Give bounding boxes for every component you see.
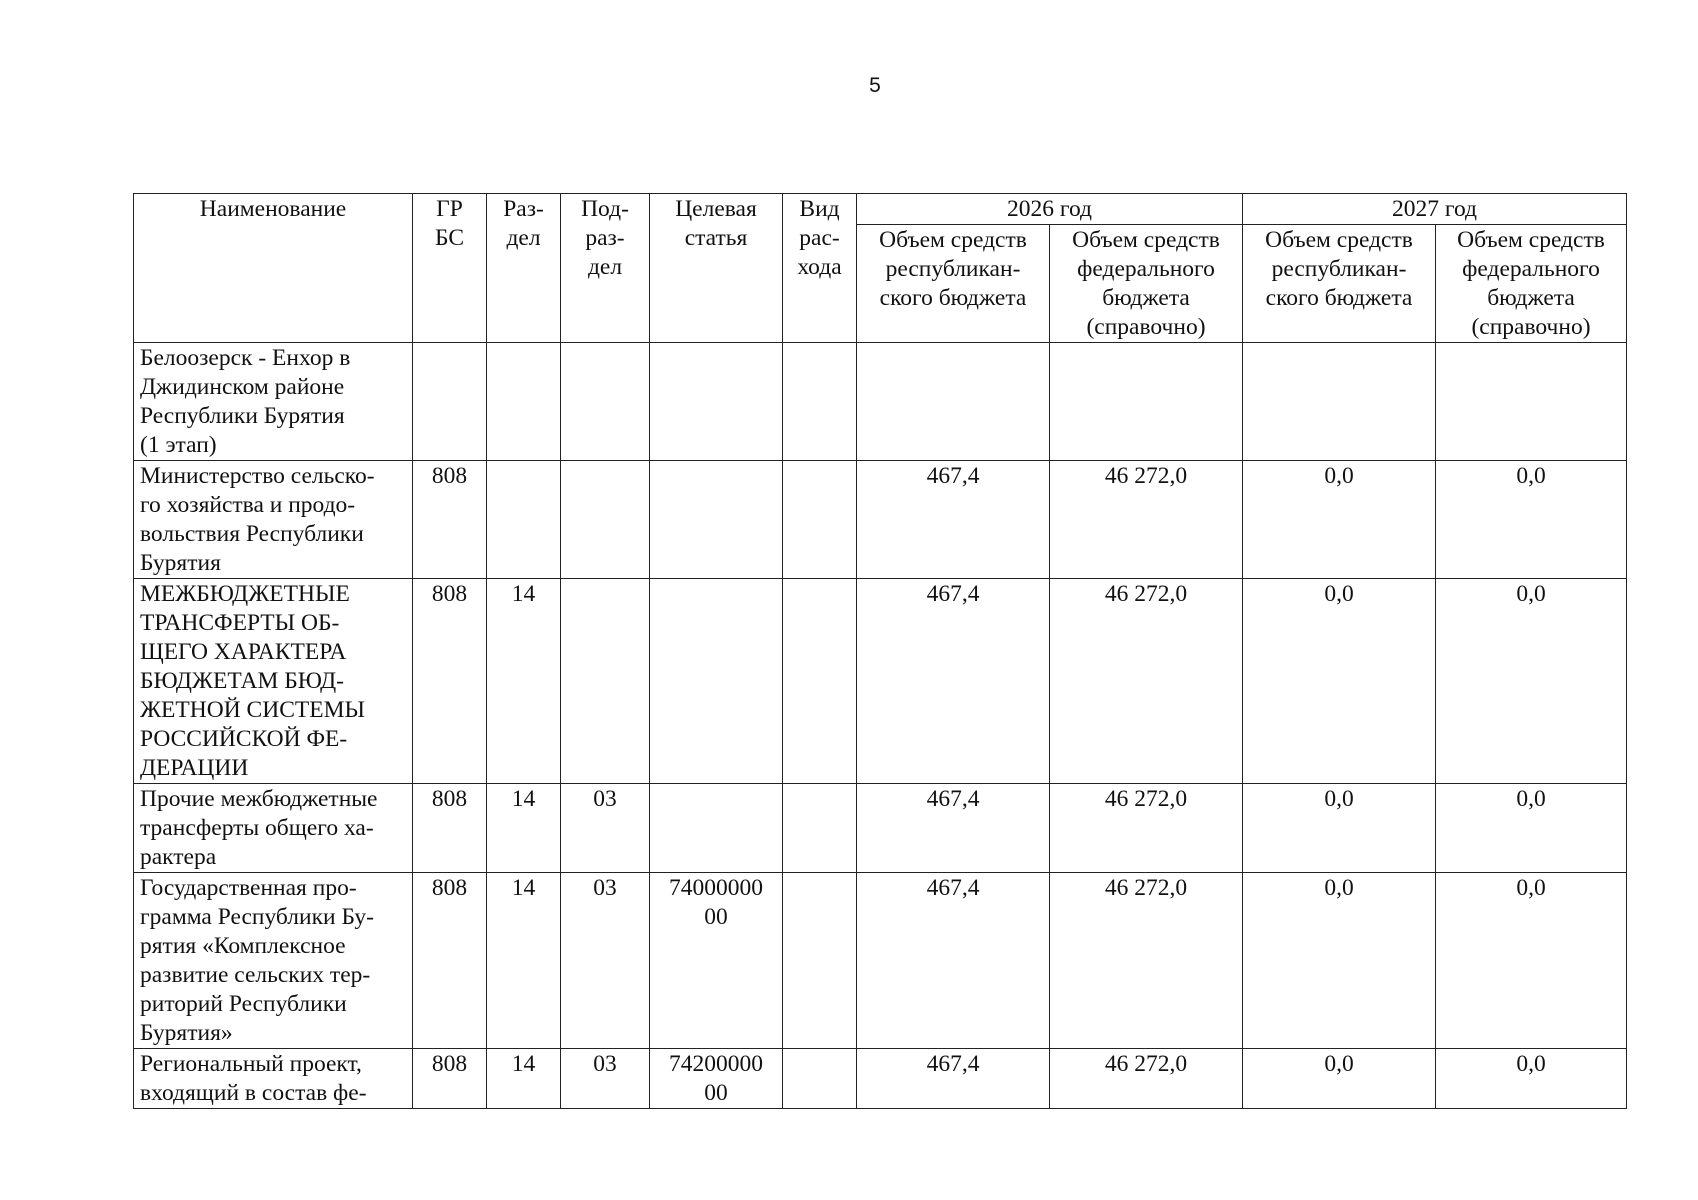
header-vid-rashoda: Вид рас- хода xyxy=(783,194,857,343)
cell-celevaya-statya: 74200000 00 xyxy=(650,1049,783,1109)
cell-podrazdel xyxy=(561,579,650,784)
cell-vid-rashoda xyxy=(783,873,857,1049)
cell-name: Государственная про- грамма Республики Бу- рятия «Комплексное развитие сельских тер- риторий Республики Бурятия» xyxy=(134,873,413,1049)
table-row xyxy=(134,873,1627,1049)
cell-vid-rashoda xyxy=(783,461,857,579)
cell-rep-2027: 0,0 xyxy=(1243,784,1436,873)
cell-name: Министерство сельско- го хозяйства и продо- вольствия Республики Бурятия xyxy=(134,461,413,579)
cell-vid-rashoda xyxy=(783,343,857,461)
cell-rep-2026: 467,4 xyxy=(857,784,1050,873)
page-number: 5 xyxy=(869,74,881,97)
header-grbs: ГР БС xyxy=(413,194,487,343)
cell-fed-2027: 0,0 xyxy=(1436,579,1627,784)
cell-razdel: 14 xyxy=(487,873,561,1049)
cell-grbs: 808 xyxy=(413,1049,487,1109)
cell-fed-2026: 46 272,0 xyxy=(1050,873,1243,1049)
cell-grbs xyxy=(413,343,487,461)
cell-fed-2026: 46 272,0 xyxy=(1050,461,1243,579)
header-celevaya-statya: Целевая статья xyxy=(650,194,783,343)
cell-fed-2027: 0,0 xyxy=(1436,873,1627,1049)
cell-vid-rashoda xyxy=(783,784,857,873)
cell-name: Региональный проект, входящий в состав фе- xyxy=(134,1049,413,1109)
table-row xyxy=(134,1049,1627,1109)
cell-razdel xyxy=(487,461,561,579)
cell-rep-2027: 0,0 xyxy=(1243,461,1436,579)
cell-rep-2026: 467,4 xyxy=(857,579,1050,784)
cell-grbs: 808 xyxy=(413,461,487,579)
cell-fed-2027: 0,0 xyxy=(1436,1049,1627,1109)
cell-fed-2026 xyxy=(1050,343,1243,461)
header-razdel: Раз- дел xyxy=(487,194,561,343)
header-podrazdel: Под- раз- дел xyxy=(561,194,650,343)
cell-razdel xyxy=(487,343,561,461)
budget-table xyxy=(133,193,1627,1109)
table-row xyxy=(134,461,1627,579)
cell-grbs: 808 xyxy=(413,784,487,873)
table-row xyxy=(134,784,1627,873)
cell-rep-2027: 0,0 xyxy=(1243,1049,1436,1109)
cell-fed-2027: 0,0 xyxy=(1436,461,1627,579)
table-row xyxy=(134,579,1627,784)
cell-name: Белоозерск - Енхор в Джидинском районе Республики Бурятия (1 этап) xyxy=(134,343,413,461)
cell-grbs: 808 xyxy=(413,873,487,1049)
cell-vid-rashoda xyxy=(783,1049,857,1109)
cell-fed-2027: 0,0 xyxy=(1436,784,1627,873)
header-year-2027: 2027 год xyxy=(1243,194,1627,225)
header-name: Наименование xyxy=(134,194,413,343)
cell-name: МЕЖБЮДЖЕТНЫЕ ТРАНСФЕРТЫ ОБ- ЩЕГО ХАРАКТЕРА БЮДЖЕТАМ БЮД- ЖЕТНОЙ СИСТЕМЫ РОССИЙСКОЙ ФЕ- ДЕРАЦИИ xyxy=(134,579,413,784)
cell-podrazdel: 03 xyxy=(561,873,650,1049)
cell-rep-2026: 467,4 xyxy=(857,1049,1050,1109)
header-fed-2027: Объем средств федерального бюджета (справочно) xyxy=(1436,225,1627,343)
cell-podrazdel xyxy=(561,343,650,461)
header-rep-2026: Объем средств республикан- ского бюджета xyxy=(857,225,1050,343)
header-year-2026: 2026 год xyxy=(857,194,1243,225)
cell-fed-2026: 46 272,0 xyxy=(1050,1049,1243,1109)
cell-celevaya-statya: 74000000 00 xyxy=(650,873,783,1049)
cell-podrazdel: 03 xyxy=(561,1049,650,1109)
header-row-years xyxy=(134,194,1627,225)
cell-fed-2026: 46 272,0 xyxy=(1050,784,1243,873)
cell-podrazdel: 03 xyxy=(561,784,650,873)
cell-rep-2027 xyxy=(1243,343,1436,461)
cell-fed-2026: 46 272,0 xyxy=(1050,579,1243,784)
cell-rep-2026: 467,4 xyxy=(857,461,1050,579)
cell-razdel: 14 xyxy=(487,1049,561,1109)
table-row xyxy=(134,343,1627,461)
cell-celevaya-statya xyxy=(650,579,783,784)
cell-rep-2026: 467,4 xyxy=(857,873,1050,1049)
cell-name: Прочие межбюджетные трансферты общего ха- рактера xyxy=(134,784,413,873)
header-fed-2026: Объем средств федерального бюджета (справочно) xyxy=(1050,225,1243,343)
cell-podrazdel xyxy=(561,461,650,579)
cell-vid-rashoda xyxy=(783,579,857,784)
cell-fed-2027 xyxy=(1436,343,1627,461)
cell-celevaya-statya xyxy=(650,461,783,579)
cell-celevaya-statya xyxy=(650,784,783,873)
cell-rep-2026 xyxy=(857,343,1050,461)
cell-grbs: 808 xyxy=(413,579,487,784)
cell-celevaya-statya xyxy=(650,343,783,461)
cell-razdel: 14 xyxy=(487,784,561,873)
cell-razdel: 14 xyxy=(487,579,561,784)
cell-rep-2027: 0,0 xyxy=(1243,873,1436,1049)
cell-rep-2027: 0,0 xyxy=(1243,579,1436,784)
header-rep-2027: Объем средств республикан- ского бюджета xyxy=(1243,225,1436,343)
